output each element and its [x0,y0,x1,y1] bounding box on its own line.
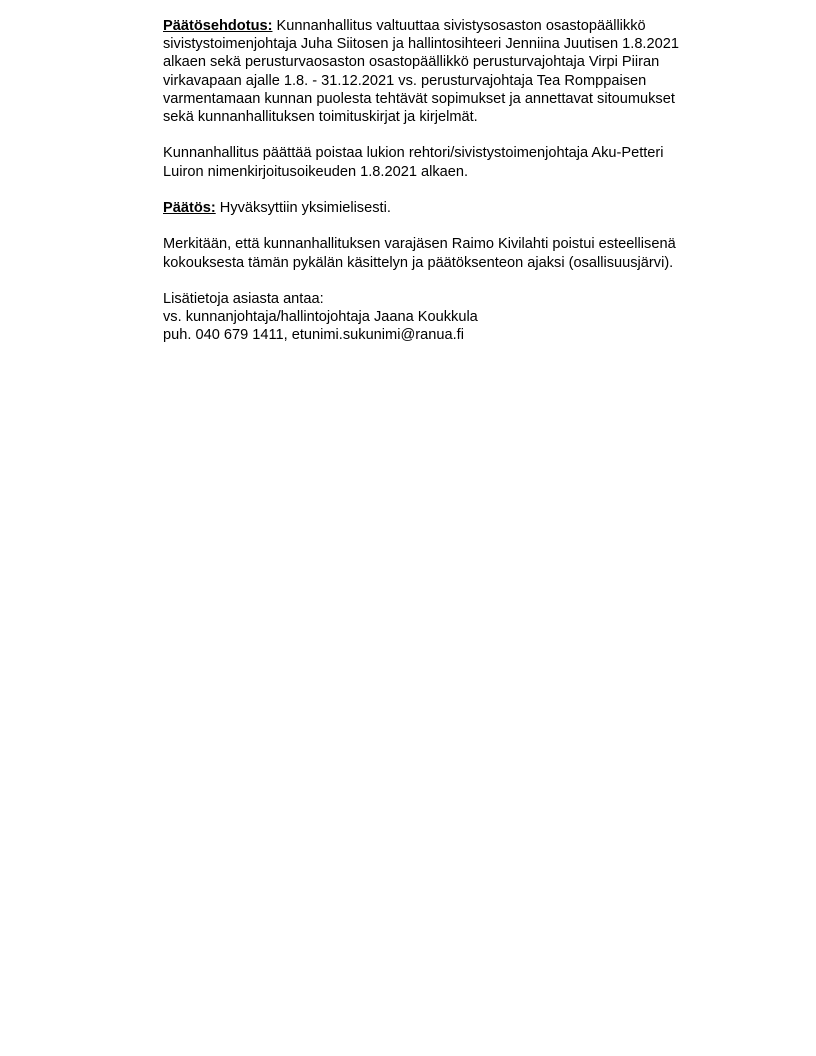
removal-line: Luiron nimenkirjoitusoikeuden 1.8.2021 alkaen. [163,163,469,180]
contact-paragraph [163,290,763,345]
proposal-line: sekä kunnanhallituksen toimituskirjat ja kirjelmät. [163,109,478,126]
decision-label: Päätös: [163,200,216,216]
proposal-line: sivistystoimenjohtaja Juha Siitosen ja hallintosihteeri Jenniina Juutisen 1.8.2021 [163,36,679,53]
proposal-line: alkaen sekä perusturvaosaston osastopäällikkö perusturvajohtaja Virpi Piiran [163,54,660,71]
proposal-line: virkavapaan ajalle 1.8. - 31.12.2021 vs. perusturvajohtaja Tea Romppaisen [163,72,647,89]
contact-person: vs. kunnanjohtaja/hallintojohtaja Jaana Koukkula [163,309,478,326]
removal-paragraph [163,144,763,180]
note-line: kokouksesta tämän pykälän käsittelyn ja päätöksenteon ajaksi (osallisuusjärvi). [163,254,674,271]
contact-phone-email: puh. 040 679 1411, etunimi.sukunimi@ranua.fi [163,327,464,344]
proposal-line: varmentamaan kunnan puolesta tehtävät sopimukset ja annettavat sitoumukset [163,90,675,107]
document-body [163,17,763,363]
proposal-label: Päätösehdotus: [163,18,273,34]
contact-heading: Lisätietoja asiasta antaa: [163,290,324,307]
note-paragraph [163,235,763,271]
proposal-paragraph [163,17,763,126]
proposal-line [163,17,763,35]
removal-line: Kunnanhallitus päättää poistaa lukion rehtori/sivistystoimenjohtaja Aku-Petteri [163,145,664,162]
note-line: Merkitään, että kunnanhallituksen varajäsen Raimo Kivilahti poistui esteellisenä [163,236,676,253]
proposal-text: Kunnanhallitus valtuuttaa sivistysosaston osastopäällikkö [272,18,646,34]
decision-line [163,199,763,217]
decision-text: Hyväksyttiin yksimielisesti. [215,200,391,216]
decision-paragraph [163,199,763,217]
